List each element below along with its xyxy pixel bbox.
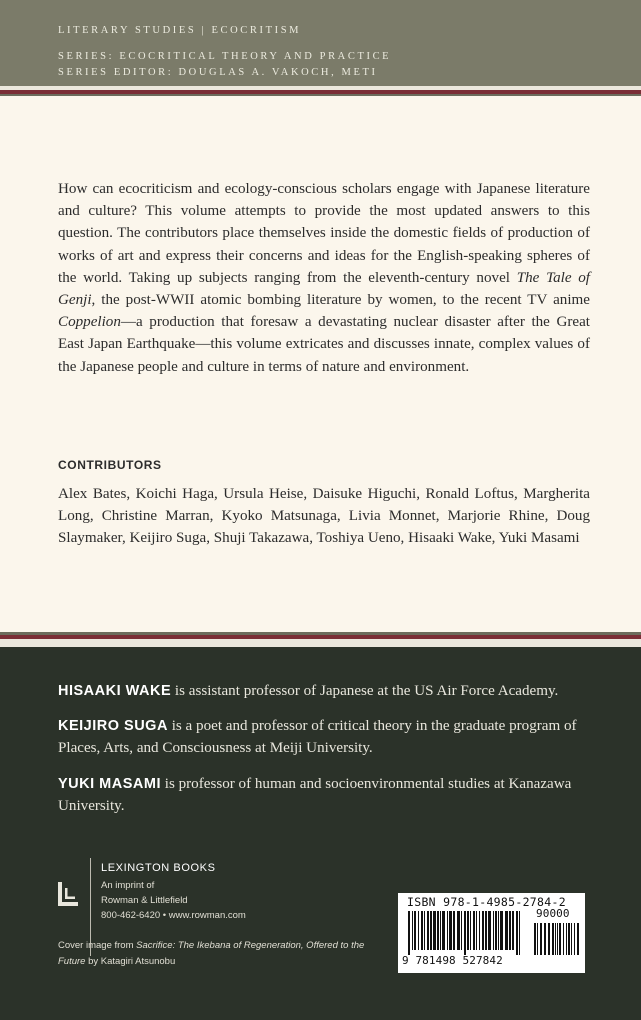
isbn-barcode bbox=[398, 893, 585, 973]
publisher-contact: 800-462-6420 • www.rowman.com bbox=[101, 910, 246, 921]
isbn-number: ISBN 978-1-4985-2784-2 bbox=[407, 895, 566, 909]
blurb-title-genji: The Tale of Genji bbox=[58, 269, 590, 309]
addon-digits: 90000 bbox=[536, 907, 570, 920]
contributors-list: Alex Bates, Koichi Haga, Ursula Heise, Daisuke Higuchi, Ronald Loftus, Margherita Long, Christine Marran, Kyoko Matsunaga, Livia Monnet, Marjorie Rhine, Doug Slaymaker, Keijiro Suga, Shuji Takazawa, Toshiya Ueno, Hisaaki Wake, Yuki Masami bbox=[58, 486, 590, 547]
ean-digits: 9 781498 527842 bbox=[402, 954, 503, 967]
footer-divider bbox=[0, 639, 641, 647]
author-bio: is assistant professor of Japanese at the US Air Force Academy. bbox=[171, 683, 559, 699]
publisher-parent: Rowman & Littlefield bbox=[101, 895, 188, 906]
author-bio: is a poet and professor of critical theory in the graduate program of Places, Arts, and Consciousness at Meiji University. bbox=[58, 718, 577, 757]
author-bio: is professor of human and socioenvironmental studies at Kanazawa University. bbox=[58, 776, 572, 815]
blurb-text-2: , the post-WWII atomic bombing literature by women, to the recent TV anime bbox=[91, 292, 590, 309]
author-name: YUKI MASAMI bbox=[58, 776, 161, 792]
author-name: HISAAKI WAKE bbox=[58, 683, 172, 699]
bio-hisaaki-wake bbox=[58, 680, 598, 702]
header-band bbox=[0, 0, 641, 86]
credit-artist: by Katagiri Atsunobu bbox=[85, 956, 176, 967]
description-blurb bbox=[58, 178, 590, 378]
author-name: KEIJIRO SUGA bbox=[58, 718, 168, 734]
blurb-title-coppelion: Coppelion bbox=[58, 314, 121, 331]
cover-credit bbox=[58, 938, 378, 970]
publisher-name: LEXINGTON BOOKS bbox=[101, 862, 216, 874]
category-label: LITERARY STUDIES | ECOCRITISM bbox=[58, 25, 302, 36]
bio-yuki-masami bbox=[58, 773, 598, 818]
bio-keijiro-suga bbox=[58, 715, 598, 760]
blurb-text-1: How can ecocriticism and ecology-conscious scholars engage with Japanese literature and culture? This volume attempts to provide the most updated answers to this question. The contributors place themselves inside the domestic fields of production of works of art and express their concerns and ideas for the English-speaking spheres of the world. Taking up subjects ranging from the eleventh-century novel bbox=[58, 181, 590, 286]
publisher-logo-icon bbox=[58, 882, 78, 906]
credit-artwork-title: Sacrifice: The Ikebana of Regeneration, Offered to the Future bbox=[58, 940, 365, 967]
publisher-imprint-label: An imprint of bbox=[101, 880, 155, 891]
contributors-heading: CONTRIBUTORS bbox=[58, 458, 162, 472]
series-label: SERIES: ECOCRITICAL THEORY AND PRACTICE bbox=[58, 51, 392, 62]
series-editor-label: SERIES EDITOR: DOUGLAS A. VAKOCH, METI bbox=[58, 67, 378, 78]
credit-prefix: Cover image from bbox=[58, 940, 137, 951]
blurb-text-3: —a production that foresaw a devastating nuclear disaster after the Great East Japan Earthquake—this volume extricates and discusses innate, complex values of the Japanese people and culture in terms of nature and environment. bbox=[58, 314, 590, 375]
